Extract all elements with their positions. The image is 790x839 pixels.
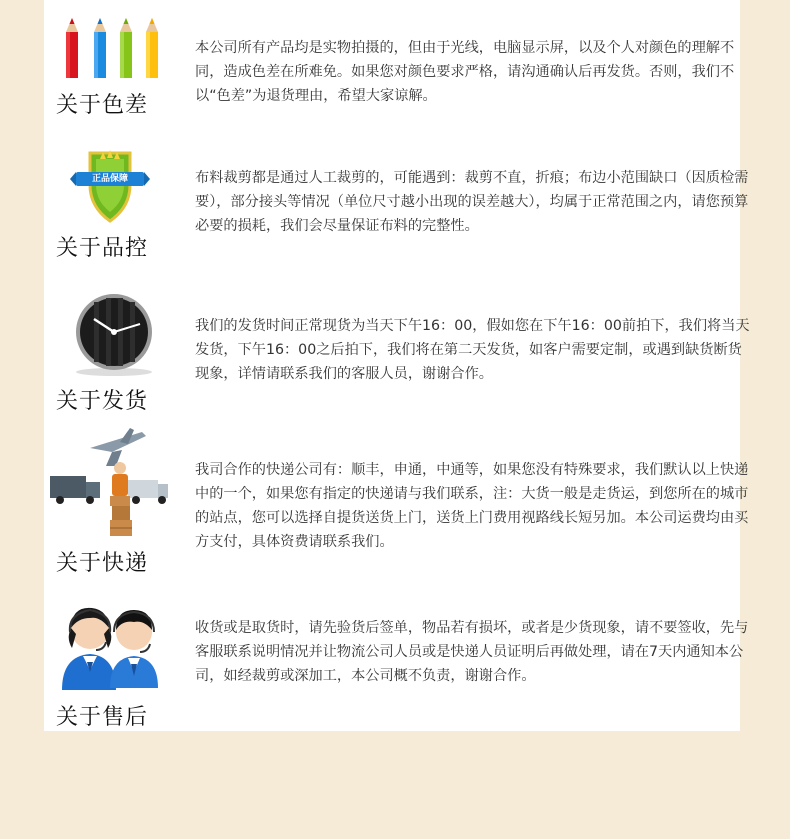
section-title: 关于发货 [56,389,149,414]
section-after-sales [44,590,749,730]
section-description: 收货或是取货时，请先验货后签单，物品若有损坏，或者是少货现象，请不要签收，先与客服联系说明情况并让物流公司人员或是快递人员证明后再做处理，请在7天内通知本公司，如经裁剪或深加工，本公司概不负责，谢谢合作。 [195,620,749,684]
section-title: 关于售后 [56,705,149,730]
quality-shield-icon [50,145,170,245]
section-description: 我司合作的快递公司有：顺丰，申通，中通等，如果您没有特殊要求，我们默认以上快递中的一个，如果您有指定的快递请与我们联系，注：大货一般是走货运，到您所在的城市的站点，您可以选择自提货送货上门，送货上门费用视路线长短另加。本公司运费均由买方支付，具体资费请联系我们。 [195,462,749,550]
section-title: 关于品控 [56,236,149,261]
section-shipping-time [44,288,750,414]
section-description: 布料裁剪都是通过人工裁剪的，可能遇到：裁剪不直，折痕；布边小范围缺口（因质检需要），部分接头等情况（单位尺寸越小出现的误差越大），均属于正常范围之内，请您预算必要的损耗，我们会尽量保证布料的完整性。 [195,170,749,234]
section-courier [44,426,749,576]
section-title: 关于快递 [56,551,149,576]
info-panel [44,0,750,731]
section-color-difference [44,14,740,124]
customer-service-icon [50,590,170,698]
section-quality-control [44,145,749,261]
shipping-icon [50,426,170,538]
quality-badge-label: 正品保障 [91,174,128,184]
section-description: 我们的发货时间正常现货为当天下午16：00，假如您在下午16：00前拍下，我们将当天发货，下午16：00之后拍下，我们将在第二天发货，如客户需要定制，或遇到缺货断货现象，详情请联系我们的客服人员，谢谢合作。 [195,318,750,382]
section-description: 本公司所有产品均是实物拍摄的，但由于光线，电脑显示屏，以及个人对颜色的理解不同，造成色差在所难免。如果您对颜色要求严格，请沟通确认后再发货。否则，我们不以“色差”为退货理由，希望大家谅解。 [195,40,735,104]
section-title: 关于色差 [56,93,149,118]
clock-icon [50,288,170,388]
